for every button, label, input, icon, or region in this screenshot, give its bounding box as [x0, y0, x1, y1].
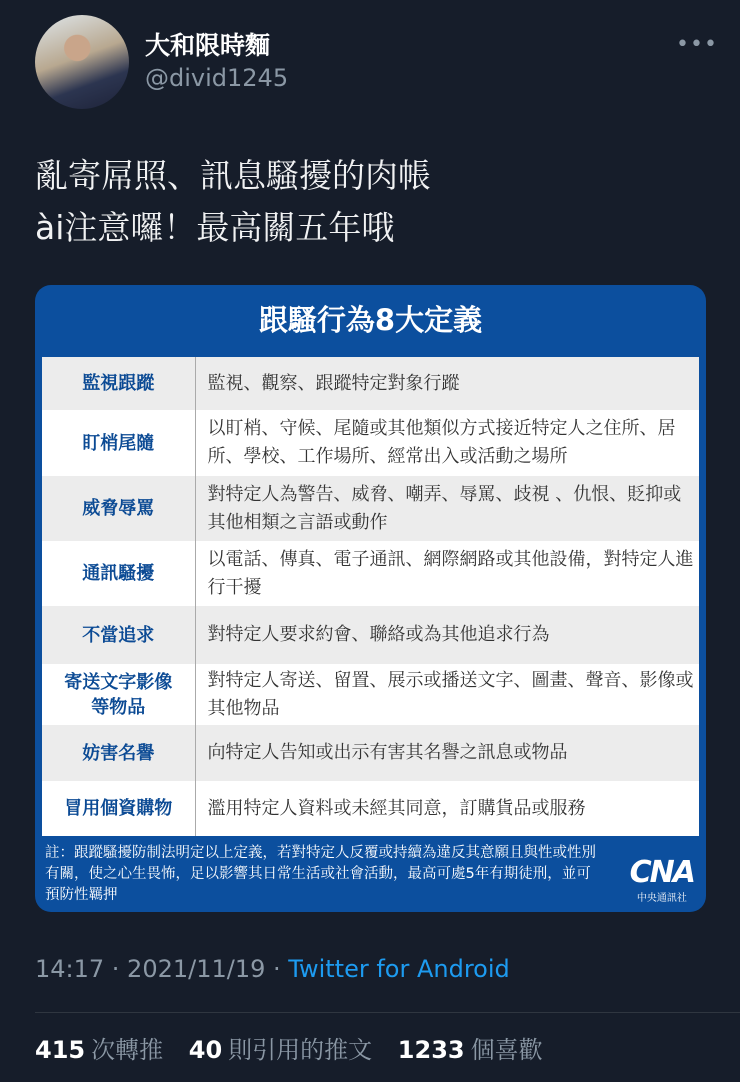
table-row	[42, 410, 699, 476]
avatar[interactable]	[35, 15, 129, 109]
row-label: 不當追求	[42, 606, 195, 664]
table-row	[42, 357, 699, 410]
row-label: 威脅辱罵	[42, 476, 195, 541]
row-desc: 以電話、傳真、電子通訊、網際網路或其他設備，對特定人進行干擾	[207, 548, 694, 598]
definitions-table	[42, 357, 699, 836]
row-desc: 對特定人為警告、威脅、嘲弄、辱罵、歧視 、仇恨、貶抑或其他相類之言語或動作	[207, 483, 682, 533]
tweet-text	[35, 150, 431, 254]
more-options-icon[interactable]: •••	[676, 32, 718, 57]
row-desc: 監視、觀察、跟蹤特定對象行蹤	[207, 372, 460, 394]
row-label: 妨害名譽	[42, 725, 195, 781]
quote-label: 則引用的推文	[228, 1036, 373, 1064]
table-row	[42, 781, 699, 836]
tweet-image[interactable]	[35, 285, 706, 912]
tweet-line: 亂寄屌照、訊息騷擾的肉帳	[35, 156, 431, 195]
user-name[interactable]: 大和限時麵	[145, 31, 271, 60]
like-label: 個喜歡	[470, 1036, 543, 1064]
table-row	[42, 541, 699, 606]
row-label: 監視跟蹤	[42, 357, 195, 410]
divider	[35, 1012, 740, 1013]
retweets-stat[interactable]	[35, 1036, 163, 1064]
retweet-label: 次轉推	[91, 1036, 164, 1064]
footnote: 註：跟蹤騷擾防制法明定以上定義，若對特定人反覆或持續為違反其意願且與性或性別有關，使之心生畏怖，足以影響其日常生活或社會活動，最高可處5年有期徒刑，並可預防性羈押	[45, 845, 596, 903]
cna-logo-text: CNA	[629, 855, 694, 890]
row-desc: 以盯梢、守候、尾隨或其他類似方式接近特定人之住所、居所、學校、工作場所、經常出入或活動之場所	[207, 418, 676, 467]
likes-stat[interactable]	[398, 1036, 543, 1064]
timestamp[interactable]: 14:17 · 2021/11/19 ·	[35, 955, 289, 983]
card-title: 跟騷行為8大定義	[258, 303, 483, 337]
row-label: 寄送文字影像等物品	[42, 664, 195, 725]
row-desc: 對特定人寄送、留置、展示或播送文字、圖畫、聲音、影像或其他物品	[207, 669, 694, 719]
table-row	[42, 725, 699, 781]
row-label: 通訊騷擾	[42, 541, 195, 606]
quotes-stat[interactable]	[189, 1036, 372, 1064]
row-label: 冒用個資購物	[42, 781, 195, 836]
tweet-meta	[35, 955, 510, 983]
row-label: 盯梢尾隨	[42, 410, 195, 476]
like-count: 1233	[397, 1036, 465, 1064]
table-row	[42, 476, 699, 541]
source-link[interactable]: Twitter for Android	[288, 955, 510, 983]
cna-logo-subtitle: 中央通訊社	[636, 893, 687, 904]
cna-logo	[630, 857, 694, 904]
table-row	[42, 664, 699, 725]
row-desc: 向特定人告知或出示有害其名譽之訊息或物品	[207, 742, 568, 763]
tweet-line: ài注意囉！最高關五年哦	[35, 208, 395, 247]
tweet-stats	[35, 1030, 543, 1065]
quote-count: 40	[188, 1036, 223, 1064]
retweet-count: 415	[35, 1036, 86, 1064]
row-desc: 對特定人要求約會、聯絡或為其他追求行為	[207, 624, 550, 645]
table-row	[42, 606, 699, 664]
user-handle[interactable]: @divid1245	[145, 64, 289, 92]
row-desc: 濫用特定人資料或未經其同意，訂購貨品或服務	[207, 797, 586, 819]
